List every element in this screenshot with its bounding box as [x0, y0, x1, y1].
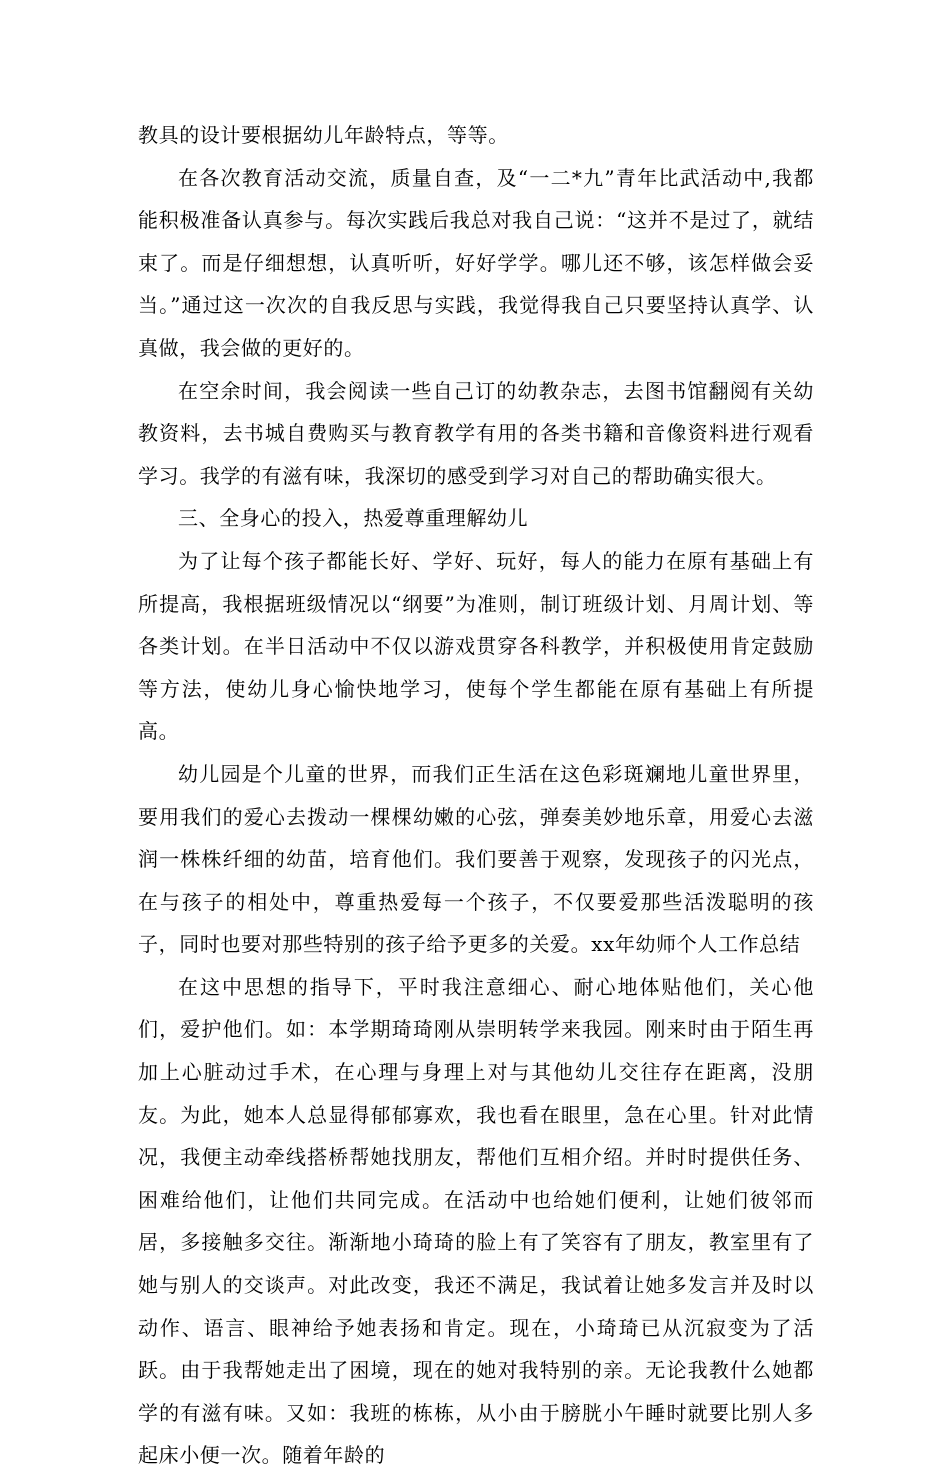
paragraph-continuation: 教具的设计要根据幼儿年龄特点，等等。 — [138, 123, 509, 147]
paragraph-activity-exchange: 在各次教育活动交流，质量自查，及“一二*九”青年比武活动中,我都能积极准备认真参与。每次实践后我总对我自己说：“这并不是过了，就结束了。而是仔细想想，认真听听，好好学学。哪儿还不够，该怎样做会妥当。”通过这一次次的自我反思与实践，我觉得我自己只要坚持认真学、认真做，我会做的更好的。 — [138, 165, 814, 360]
paragraph-class-plans: 为了让每个孩子都能长好、学好、玩好，每人的能力在原有基础上有所提高，我根据班级情况以“纲要”为准则，制订班级计划、月周计划、等各类计划。在半日活动中不仅以游戏贯穿各科教学，并积极使用肯定鼓励等方法，使幼儿身心愉快地学习，使每个学生都能在原有基础上有所提高。 — [138, 548, 814, 744]
document-body — [138, 114, 814, 1477]
paragraph-caring-examples: 在这中思想的指导下，平时我注意细心、耐心地体贴他们，关心他们，爱护他们。如：本学期琦琦刚从崇明转学来我园。刚来时由于陌生再加上心脏动过手术，在心理与身理上对与其他幼儿交往存在距离，没朋友。为此，她本人总显得郁郁寡欢，我也看在眼里，急在心里。针对此情况，我便主动牵线搭桥帮她找朋友，帮他们互相介绍。并时时提供任务、困难给他们，让他们共同完成。在活动中也给她们便利，让她们彼邻而居，多接触多交往。渐渐地小琦琦的脸上有了笑容有了朋友，教室里有了她与别人的交谈声。对此改变，我还不满足，我试着让她多发言并及时以动作、语言、眼神给予她表扬和肯定。现在，小琦琦已从沉寂变为了活跃。由于我帮她走出了困境，现在的她对我特别的亲。无论我教什么她都学的有滋有味。又如：我班的栋栋，从小由于膀胱小午睡时就要比别人多起床小便一次。随着年龄的 — [138, 974, 814, 1468]
paragraph-spare-time-study: 在空余时间，我会阅读一些自己订的幼教杂志，去图书馆翻阅有关幼教资料，去书城自费购买与教育教学有用的各类书籍和音像资料进行观看学习。我学的有滋有味，我深切的感受到学习对自己的帮助确实很大。 — [138, 378, 814, 488]
section-heading-three: 三、全身心的投入，热爱尊重理解幼儿 — [178, 506, 529, 531]
paragraph-children-world: 幼儿园是个儿童的世界，而我们正生活在这色彩斑斓地儿童世界里，要用我们的爱心去拨动一棵棵幼嫩的心弦，弹奏美妙地乐章，用爱心去滋润一株株纤细的幼苗，培育他们。我们要善于观察，发现孩子的闪光点，在与孩子的相处中，尊重热爱每一个孩子，不仅要爱那些活泼聪明的孩子，同时也要对那些特别的孩子给予更多的关爱。xx年幼师个人工作总结 — [138, 761, 814, 957]
